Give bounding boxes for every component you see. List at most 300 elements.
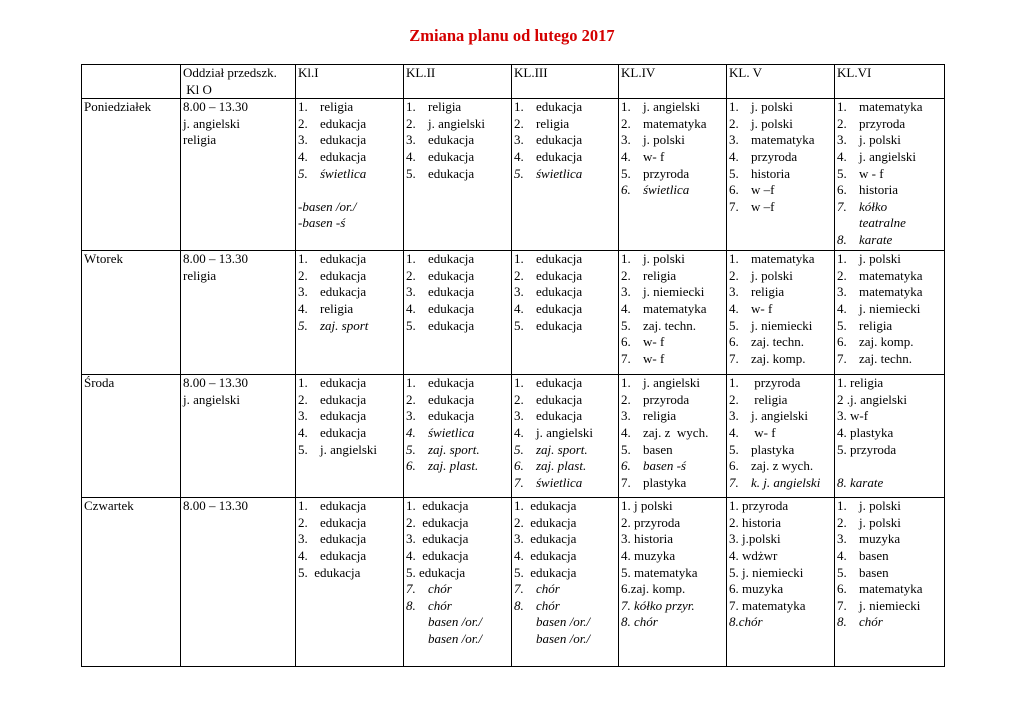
lesson-number: 2. bbox=[514, 267, 524, 283]
lesson-cell-kl2 bbox=[404, 498, 512, 667]
lesson-cell-kl4 bbox=[619, 498, 727, 667]
lesson-text: w- f bbox=[751, 424, 776, 440]
lesson-number: 2. bbox=[514, 115, 524, 131]
header-cell-kl6 bbox=[835, 65, 945, 99]
lesson-number: 6. bbox=[621, 458, 631, 474]
lesson-text: 5. edukacja bbox=[406, 564, 466, 580]
lesson-cell-kl4 bbox=[619, 375, 727, 498]
lesson-cell-kl6 bbox=[835, 375, 945, 498]
lesson-text: j. polski bbox=[859, 514, 901, 530]
lesson-cell-kl3 bbox=[512, 99, 619, 251]
lesson-text: edukacja bbox=[536, 99, 583, 115]
lesson-text: edukacja bbox=[320, 514, 367, 530]
lesson-text: basen /or./ bbox=[428, 614, 483, 630]
lesson-number: 7. bbox=[837, 350, 847, 366]
table-row bbox=[82, 375, 945, 498]
lesson-text: 3. j.polski bbox=[729, 531, 781, 547]
lesson-line bbox=[406, 598, 509, 615]
lesson-line bbox=[514, 531, 616, 548]
lesson-line bbox=[729, 598, 832, 615]
lesson-line bbox=[406, 301, 509, 318]
lesson-number: 7. bbox=[406, 581, 416, 597]
lesson-line bbox=[298, 425, 401, 442]
lesson-text: chór bbox=[536, 597, 560, 613]
lesson-text: -basen -ś bbox=[298, 215, 346, 231]
lesson-line bbox=[514, 99, 616, 116]
lesson-number: 6. bbox=[729, 182, 739, 198]
lesson-line bbox=[514, 392, 616, 409]
lesson-line bbox=[837, 351, 942, 368]
lesson-text: j. polski bbox=[751, 115, 793, 131]
lesson-text: przyroda bbox=[859, 115, 906, 131]
header-preschool-text: Oddział przedszk. Kl O bbox=[183, 65, 277, 97]
lesson-number: 8. bbox=[837, 231, 847, 247]
lesson-number: 5. bbox=[729, 317, 739, 333]
lesson-text: j. angielski bbox=[320, 441, 378, 457]
header-kl5-text: KL. V bbox=[729, 65, 762, 80]
lesson-line bbox=[298, 199, 401, 216]
lesson-number: 3. bbox=[729, 408, 739, 424]
lesson-text: chór bbox=[428, 597, 452, 613]
lesson-number: 7. bbox=[729, 198, 739, 214]
lesson-text: j. polski bbox=[751, 99, 793, 115]
lesson-cell-kl2 bbox=[404, 99, 512, 251]
lesson-text: zaj. plast. bbox=[428, 458, 479, 474]
lesson-text: świetlica bbox=[643, 182, 690, 198]
lesson-text: plastyka bbox=[643, 474, 687, 490]
lesson-text: kółko bbox=[859, 198, 888, 214]
lesson-number: 4. bbox=[621, 148, 631, 164]
lesson-line bbox=[406, 614, 509, 631]
lesson-text: w- f bbox=[643, 148, 665, 164]
lesson-text: 8.00 – 13.30 bbox=[183, 251, 248, 267]
lesson-line bbox=[298, 99, 401, 116]
lesson-text: 3. historia bbox=[621, 531, 673, 547]
lesson-text: 2. edukacja bbox=[514, 514, 577, 530]
lesson-line bbox=[621, 475, 724, 492]
lesson-number: 3. bbox=[837, 132, 847, 148]
lesson-text: j. angielski bbox=[536, 424, 594, 440]
lesson-line bbox=[298, 531, 401, 548]
lesson-text: edukacja bbox=[428, 317, 475, 333]
lesson-text: religia bbox=[320, 99, 354, 115]
lesson-line bbox=[837, 598, 942, 615]
lesson-number: 7. bbox=[729, 474, 739, 490]
lesson-line bbox=[406, 392, 509, 409]
lesson-number: 7. bbox=[514, 581, 524, 597]
lesson-text: 8. chór bbox=[621, 614, 658, 630]
lesson-line bbox=[406, 515, 509, 532]
lesson-text: edukacja bbox=[536, 132, 583, 148]
lesson-line bbox=[514, 598, 616, 615]
table-row bbox=[82, 251, 945, 375]
lesson-text: świetlica bbox=[320, 165, 367, 181]
lesson-text: w- f bbox=[751, 300, 773, 316]
lesson-text: 6. muzyka bbox=[729, 581, 784, 597]
lesson-text: j. angielski bbox=[643, 99, 701, 115]
lesson-number: 5. bbox=[298, 317, 308, 333]
lesson-line bbox=[837, 548, 942, 565]
lesson-line bbox=[621, 425, 724, 442]
lesson-text: edukacja bbox=[536, 267, 583, 283]
lesson-text: 4. plastyka bbox=[837, 424, 894, 440]
lesson-text: 3. edukacja bbox=[406, 531, 469, 547]
lesson-text: edukacja bbox=[536, 251, 583, 267]
lesson-number: 3. bbox=[298, 132, 308, 148]
lesson-line bbox=[183, 392, 293, 409]
lesson-cell-preschool bbox=[181, 498, 296, 667]
lesson-text: zaj. komp. bbox=[859, 334, 914, 350]
header-kl3-text: KL.III bbox=[514, 65, 548, 80]
lesson-number: 4. bbox=[514, 300, 524, 316]
lesson-number: 6. bbox=[837, 581, 847, 597]
lesson-line bbox=[183, 268, 293, 285]
lesson-line bbox=[729, 425, 832, 442]
lesson-line bbox=[729, 458, 832, 475]
lesson-number: 8. bbox=[837, 614, 847, 630]
lesson-number: 4. bbox=[729, 300, 739, 316]
lesson-line bbox=[621, 166, 724, 183]
header-cell-kl5 bbox=[727, 65, 835, 99]
lesson-number: 1. bbox=[514, 375, 524, 391]
lesson-line bbox=[837, 182, 942, 199]
lesson-text: religia bbox=[428, 99, 462, 115]
lesson-text: edukacja bbox=[428, 132, 475, 148]
lesson-line bbox=[729, 132, 832, 149]
lesson-line bbox=[514, 301, 616, 318]
lesson-line bbox=[298, 442, 401, 459]
lesson-number: 5. bbox=[729, 165, 739, 181]
lesson-line bbox=[837, 149, 942, 166]
lesson-line bbox=[837, 232, 942, 249]
lesson-line bbox=[621, 375, 724, 392]
lesson-number: 2. bbox=[406, 391, 416, 407]
lesson-line bbox=[298, 375, 401, 392]
lesson-line bbox=[729, 301, 832, 318]
lesson-line bbox=[406, 442, 509, 459]
lesson-text: 4. edukacja bbox=[514, 547, 577, 563]
table-row bbox=[82, 99, 945, 251]
lesson-line bbox=[298, 548, 401, 565]
lesson-line bbox=[406, 318, 509, 335]
lesson-text: j. polski bbox=[859, 132, 901, 148]
lesson-text: edukacja bbox=[536, 375, 583, 391]
lesson-text: religia bbox=[643, 267, 677, 283]
lesson-line bbox=[298, 116, 401, 133]
lesson-text: j. polski bbox=[859, 251, 901, 267]
lesson-line bbox=[406, 284, 509, 301]
lesson-line bbox=[514, 581, 616, 598]
lesson-text: przyroda bbox=[643, 391, 690, 407]
lesson-line bbox=[621, 581, 724, 598]
lesson-number: 2. bbox=[729, 267, 739, 283]
lesson-line bbox=[621, 301, 724, 318]
lesson-text: przyroda bbox=[643, 165, 690, 181]
lesson-line bbox=[621, 614, 724, 631]
lesson-line bbox=[837, 515, 942, 532]
lesson-number: 5. bbox=[621, 165, 631, 181]
lesson-number: 2. bbox=[298, 267, 308, 283]
lesson-line bbox=[514, 408, 616, 425]
lesson-number: 1. bbox=[729, 375, 739, 391]
lesson-text: zaj. z wych. bbox=[643, 424, 709, 440]
lesson-line bbox=[837, 166, 942, 183]
lesson-number: 4. bbox=[837, 547, 847, 563]
lesson-text: 1. przyroda bbox=[729, 498, 789, 514]
lesson-cell-kl5 bbox=[727, 498, 835, 667]
lesson-number: 7. bbox=[837, 198, 847, 214]
lesson-text: religia bbox=[643, 408, 677, 424]
lesson-line bbox=[837, 442, 942, 459]
lesson-text: j. angielski bbox=[859, 148, 917, 164]
lesson-text: zaj. techn. bbox=[751, 334, 805, 350]
lesson-number: 4. bbox=[298, 424, 308, 440]
lesson-text: matematyka bbox=[751, 132, 815, 148]
lesson-text: matematyka bbox=[859, 99, 923, 115]
lesson-line bbox=[837, 375, 942, 392]
lesson-number: 3. bbox=[406, 132, 416, 148]
lesson-text: edukacja bbox=[320, 284, 367, 300]
lesson-line bbox=[298, 149, 401, 166]
header-kl6-text: KL.VI bbox=[837, 65, 872, 80]
lesson-line bbox=[406, 268, 509, 285]
lesson-line bbox=[621, 284, 724, 301]
lesson-number: 4. bbox=[837, 300, 847, 316]
lesson-line bbox=[729, 392, 832, 409]
lesson-text: 6.zaj. komp. bbox=[621, 581, 686, 597]
lesson-text: j. angielski bbox=[751, 408, 809, 424]
lesson-number: 1. bbox=[298, 375, 308, 391]
lesson-line bbox=[837, 614, 942, 631]
lesson-text: edukacja bbox=[536, 317, 583, 333]
lesson-line bbox=[621, 498, 724, 515]
lesson-text: zaj. komp. bbox=[751, 350, 806, 366]
lesson-text: świetlica bbox=[428, 424, 475, 440]
lesson-line bbox=[514, 318, 616, 335]
day-label: Czwartek bbox=[84, 498, 134, 514]
lesson-number: 4. bbox=[729, 424, 739, 440]
lesson-line bbox=[514, 116, 616, 133]
lesson-text: 4. edukacja bbox=[406, 547, 469, 563]
lesson-text: basen -ś bbox=[643, 458, 686, 474]
lesson-text: zaj. techn. bbox=[859, 350, 913, 366]
lesson-line bbox=[729, 199, 832, 216]
lesson-text: w –f bbox=[751, 182, 775, 198]
lesson-text: edukacja bbox=[428, 391, 475, 407]
lesson-number: 6. bbox=[837, 182, 847, 198]
lesson-line bbox=[621, 392, 724, 409]
lesson-line bbox=[621, 318, 724, 335]
lesson-line bbox=[621, 565, 724, 582]
lesson-number: 2. bbox=[729, 115, 739, 131]
lesson-line bbox=[729, 166, 832, 183]
lesson-line bbox=[406, 166, 509, 183]
lesson-text: przyroda bbox=[751, 375, 801, 391]
lesson-line bbox=[729, 498, 832, 515]
lesson-text: karate bbox=[859, 231, 893, 247]
lesson-number: 3. bbox=[514, 132, 524, 148]
lesson-number: 3. bbox=[514, 408, 524, 424]
lesson-number: 1. bbox=[621, 99, 631, 115]
day-cell bbox=[82, 375, 181, 498]
lesson-text: matematyka bbox=[643, 300, 707, 316]
lesson-line bbox=[837, 318, 942, 335]
lesson-text: edukacja bbox=[320, 391, 367, 407]
lesson-number: 6. bbox=[514, 458, 524, 474]
lesson-text: j. niemiecki bbox=[859, 597, 921, 613]
lesson-number: 2. bbox=[406, 115, 416, 131]
lesson-line bbox=[837, 565, 942, 582]
lesson-text: 5. edukacja bbox=[298, 564, 361, 580]
lesson-number: 5. bbox=[406, 317, 416, 333]
lesson-number: 1. bbox=[406, 251, 416, 267]
lesson-text: świetlica bbox=[536, 165, 583, 181]
lesson-number: 3. bbox=[406, 408, 416, 424]
lesson-text: 1. religia bbox=[837, 375, 884, 391]
schedule-body bbox=[82, 99, 945, 667]
lesson-line bbox=[514, 251, 616, 268]
lesson-number: 3. bbox=[729, 132, 739, 148]
lesson-text: j. polski bbox=[643, 251, 685, 267]
lesson-line bbox=[406, 498, 509, 515]
lesson-number: 2. bbox=[298, 115, 308, 131]
lesson-line bbox=[298, 408, 401, 425]
day-label: Wtorek bbox=[84, 251, 123, 267]
day-label: Środa bbox=[84, 375, 115, 391]
lesson-line bbox=[406, 116, 509, 133]
lesson-number: 6. bbox=[837, 334, 847, 350]
lesson-number: 6. bbox=[621, 334, 631, 350]
lesson-number: 5. bbox=[514, 165, 524, 181]
lesson-line bbox=[514, 565, 616, 582]
lesson-number: 1. bbox=[837, 251, 847, 267]
lesson-line bbox=[621, 268, 724, 285]
lesson-text: 2. edukacja bbox=[406, 514, 469, 530]
lesson-line bbox=[183, 116, 293, 133]
lesson-text: zaj. sport bbox=[320, 317, 369, 333]
lesson-text: edukacja bbox=[536, 284, 583, 300]
lesson-text: edukacja bbox=[428, 267, 475, 283]
lesson-line bbox=[837, 99, 942, 116]
lesson-number: 2. bbox=[514, 391, 524, 407]
lesson-text: basen /or./ bbox=[428, 630, 483, 646]
lesson-text: matematyka bbox=[643, 115, 707, 131]
lesson-line bbox=[837, 132, 942, 149]
lesson-text: przyroda bbox=[751, 148, 798, 164]
lesson-line bbox=[837, 531, 942, 548]
lesson-number: 7. bbox=[514, 474, 524, 490]
lesson-text: zaj. sport. bbox=[428, 441, 480, 457]
lesson-number: 1. bbox=[514, 99, 524, 115]
lesson-number: 2. bbox=[406, 267, 416, 283]
lesson-line bbox=[837, 251, 942, 268]
lesson-text: religia bbox=[183, 132, 217, 148]
lesson-text: 7. kółko przyr. bbox=[621, 597, 695, 613]
lesson-line bbox=[621, 116, 724, 133]
lesson-text: religia bbox=[320, 300, 354, 316]
lesson-line bbox=[298, 215, 401, 232]
lesson-text: 4. wdżwr bbox=[729, 547, 778, 563]
day-label: Poniedziałek bbox=[84, 99, 152, 115]
lesson-cell-preschool bbox=[181, 251, 296, 375]
lesson-line bbox=[729, 614, 832, 631]
lesson-text: j. polski bbox=[859, 498, 901, 514]
lesson-text: 1. edukacja bbox=[514, 498, 577, 514]
lesson-number: 3. bbox=[729, 284, 739, 300]
lesson-line bbox=[298, 284, 401, 301]
lesson-text: basen /or./ bbox=[536, 614, 591, 630]
header-kl4-text: KL.IV bbox=[621, 65, 656, 80]
lesson-text: edukacja bbox=[428, 165, 475, 181]
lesson-line bbox=[837, 408, 942, 425]
lesson-number: 1. bbox=[298, 99, 308, 115]
lesson-number: 4. bbox=[406, 148, 416, 164]
lesson-line bbox=[514, 425, 616, 442]
lesson-line bbox=[406, 408, 509, 425]
lesson-text: edukacja bbox=[320, 547, 367, 563]
lesson-number: 5. bbox=[514, 317, 524, 333]
lesson-text: j. niemiecki bbox=[859, 300, 921, 316]
lesson-text: 2 .j. angielski bbox=[837, 391, 908, 407]
lesson-number: 1. bbox=[298, 498, 308, 514]
lesson-line bbox=[729, 565, 832, 582]
lesson-line bbox=[298, 166, 401, 183]
lesson-line bbox=[298, 251, 401, 268]
lesson-line bbox=[837, 215, 942, 232]
header-cell-kl4 bbox=[619, 65, 727, 99]
lesson-number: 8. bbox=[406, 597, 416, 613]
lesson-text: 4. muzyka bbox=[621, 547, 676, 563]
lesson-text: 3. w-f bbox=[837, 408, 869, 424]
lesson-text: edukacja bbox=[536, 300, 583, 316]
lesson-text: matematyka bbox=[859, 267, 923, 283]
lesson-text: 8.00 – 13.30 bbox=[183, 375, 248, 391]
lesson-cell-kl6 bbox=[835, 498, 945, 667]
lesson-text: muzyka bbox=[859, 531, 901, 547]
lesson-line bbox=[621, 442, 724, 459]
lesson-number: 4. bbox=[729, 148, 739, 164]
lesson-line bbox=[183, 375, 293, 392]
lesson-cell-kl2 bbox=[404, 375, 512, 498]
lesson-line bbox=[837, 301, 942, 318]
lesson-line bbox=[514, 284, 616, 301]
lesson-text: j. angielski bbox=[183, 115, 241, 131]
lesson-number: 2. bbox=[729, 391, 739, 407]
lesson-number: 1. bbox=[729, 99, 739, 115]
lesson-line bbox=[406, 251, 509, 268]
lesson-line bbox=[837, 268, 942, 285]
lesson-text: j. niemiecki bbox=[751, 317, 813, 333]
lesson-line bbox=[621, 515, 724, 532]
lesson-line bbox=[514, 475, 616, 492]
lesson-text: edukacja bbox=[320, 424, 367, 440]
lesson-line bbox=[298, 565, 401, 582]
lesson-line bbox=[406, 548, 509, 565]
lesson-number: 5. bbox=[729, 441, 739, 457]
lesson-cell-kl5 bbox=[727, 251, 835, 375]
lesson-text: zaj. plast. bbox=[536, 458, 587, 474]
lesson-line bbox=[729, 515, 832, 532]
lesson-number: 3. bbox=[837, 284, 847, 300]
lesson-cell-preschool bbox=[181, 99, 296, 251]
lesson-number: 2. bbox=[621, 267, 631, 283]
lesson-cell-kl4 bbox=[619, 99, 727, 251]
lesson-number: 6. bbox=[406, 458, 416, 474]
lesson-number: 5. bbox=[621, 441, 631, 457]
lesson-text: matematyka bbox=[859, 284, 923, 300]
lesson-line bbox=[729, 548, 832, 565]
lesson-text: 5. j. niemiecki bbox=[729, 564, 804, 580]
